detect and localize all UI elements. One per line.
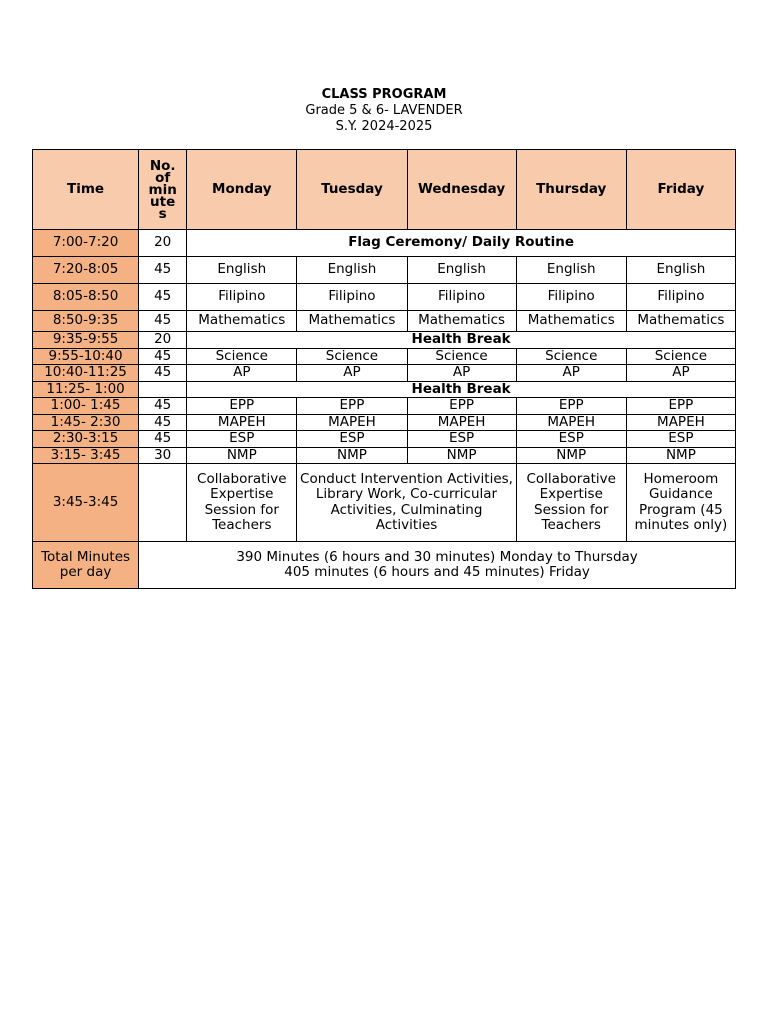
subject-cell: AP — [407, 365, 516, 382]
header-time: Time — [33, 150, 139, 230]
minutes-cell: 45 — [139, 398, 187, 415]
subject-cell: MAPEH — [187, 414, 297, 431]
header-minutes-label: No. of min ute s — [148, 157, 177, 222]
table-row — [33, 464, 736, 542]
header-wednesday: Wednesday — [407, 150, 516, 230]
subject-cell: ESP — [516, 431, 626, 448]
tue-wed-activity-cell: Conduct Intervention Activities, Library Work, Co-curricular Activities, Culminating Activities — [297, 464, 516, 542]
time-cell: 1:45- 2:30 — [33, 414, 139, 431]
minutes-cell — [139, 464, 187, 542]
table-row — [33, 381, 736, 398]
subject-cell: Science — [626, 348, 735, 365]
subject-cell: Filipino — [187, 284, 297, 311]
minutes-cell — [139, 381, 187, 398]
table-row — [33, 348, 736, 365]
time-cell: 2:30-3:15 — [33, 431, 139, 448]
subject-cell: MAPEH — [516, 414, 626, 431]
table-row — [33, 414, 736, 431]
thursday-activity-cell: Collaborative Expertise Session for Teachers — [516, 464, 626, 542]
monday-activity-cell: Collaborative Expertise Session for Teachers — [187, 464, 297, 542]
subject-cell: Filipino — [516, 284, 626, 311]
minutes-cell: 45 — [139, 348, 187, 365]
table-row — [33, 230, 736, 257]
class-program-table — [32, 149, 736, 589]
document-title: CLASS PROGRAM — [321, 87, 447, 102]
total-line-2: 405 minutes (6 hours and 45 minutes) Friday — [284, 564, 590, 580]
minutes-cell: 45 — [139, 431, 187, 448]
subject-cell: MAPEH — [407, 414, 516, 431]
flag-ceremony-cell: Flag Ceremony/ Daily Routine — [187, 230, 736, 257]
health-break-cell: Health Break — [187, 381, 736, 398]
time-cell: 3:45-3:45 — [33, 464, 139, 542]
subject-cell: Filipino — [626, 284, 735, 311]
table-row — [33, 284, 736, 311]
subject-cell: English — [626, 257, 735, 284]
subject-cell: English — [187, 257, 297, 284]
time-cell: 11:25- 1:00 — [33, 381, 139, 398]
table-row — [33, 257, 736, 284]
subject-cell: NMP — [187, 447, 297, 464]
friday-activity-cell: Homeroom Guidance Program (45 minutes only) — [626, 464, 735, 542]
subject-cell: EPP — [297, 398, 407, 415]
time-cell: 7:20-8:05 — [33, 257, 139, 284]
time-cell: 9:55-10:40 — [33, 348, 139, 365]
subject-cell: English — [297, 257, 407, 284]
minutes-cell: 45 — [139, 311, 187, 332]
header-friday: Friday — [626, 150, 735, 230]
health-break-cell: Health Break — [187, 332, 736, 349]
subject-cell: Science — [516, 348, 626, 365]
subject-cell: MAPEH — [626, 414, 735, 431]
minutes-cell: 45 — [139, 257, 187, 284]
subject-cell: Filipino — [407, 284, 516, 311]
table-row — [33, 447, 736, 464]
table-row — [33, 311, 736, 332]
subject-cell: NMP — [516, 447, 626, 464]
subject-cell: MAPEH — [297, 414, 407, 431]
subject-cell: ESP — [297, 431, 407, 448]
subject-cell: Mathematics — [407, 311, 516, 332]
total-line-1: 390 Minutes (6 hours and 30 minutes) Monday to Thursday — [236, 548, 638, 565]
time-cell: 10:40-11:25 — [33, 365, 139, 382]
subject-cell: NMP — [626, 447, 735, 464]
subject-cell: Mathematics — [187, 311, 297, 332]
time-cell: 9:35-9:55 — [33, 332, 139, 349]
subject-cell: Mathematics — [297, 311, 407, 332]
subject-cell: Mathematics — [626, 311, 735, 332]
subject-cell: AP — [626, 365, 735, 382]
header-monday: Monday — [187, 150, 297, 230]
total-row — [33, 542, 736, 589]
header-thursday: Thursday — [516, 150, 626, 230]
subject-cell: AP — [187, 365, 297, 382]
time-cell: 1:00- 1:45 — [33, 398, 139, 415]
table-row — [33, 431, 736, 448]
minutes-cell: 45 — [139, 365, 187, 382]
subject-cell: Science — [187, 348, 297, 365]
subject-cell: English — [407, 257, 516, 284]
minutes-cell: 30 — [139, 447, 187, 464]
document-header — [0, 87, 768, 135]
minutes-cell: 45 — [139, 414, 187, 431]
subject-cell: Filipino — [297, 284, 407, 311]
table-row — [33, 398, 736, 415]
time-cell: 3:15- 3:45 — [33, 447, 139, 464]
subject-cell: Science — [407, 348, 516, 365]
header-minutes — [139, 150, 187, 230]
header-tuesday: Tuesday — [297, 150, 407, 230]
subject-cell: ESP — [187, 431, 297, 448]
total-minutes-cell — [139, 542, 736, 589]
subject-cell: ESP — [407, 431, 516, 448]
minutes-cell: 20 — [139, 230, 187, 257]
table-row — [33, 365, 736, 382]
subject-cell: AP — [297, 365, 407, 382]
subject-cell: EPP — [187, 398, 297, 415]
subject-cell: EPP — [626, 398, 735, 415]
time-cell: 7:00-7:20 — [33, 230, 139, 257]
subject-cell: Science — [297, 348, 407, 365]
time-cell: 8:05-8:50 — [33, 284, 139, 311]
subject-cell: EPP — [407, 398, 516, 415]
header-row — [33, 150, 736, 230]
minutes-cell: 20 — [139, 332, 187, 349]
subject-cell: Mathematics — [516, 311, 626, 332]
total-label-cell: Total Minutes per day — [33, 542, 139, 589]
subject-cell: EPP — [516, 398, 626, 415]
school-year: S.Y. 2024-2025 — [335, 119, 433, 134]
subject-cell: ESP — [626, 431, 735, 448]
subject-cell: AP — [516, 365, 626, 382]
subject-cell: NMP — [297, 447, 407, 464]
subject-cell: English — [516, 257, 626, 284]
table-row — [33, 332, 736, 349]
grade-section: Grade 5 & 6- LAVENDER — [305, 103, 463, 118]
minutes-cell: 45 — [139, 284, 187, 311]
subject-cell: NMP — [407, 447, 516, 464]
time-cell: 8:50-9:35 — [33, 311, 139, 332]
